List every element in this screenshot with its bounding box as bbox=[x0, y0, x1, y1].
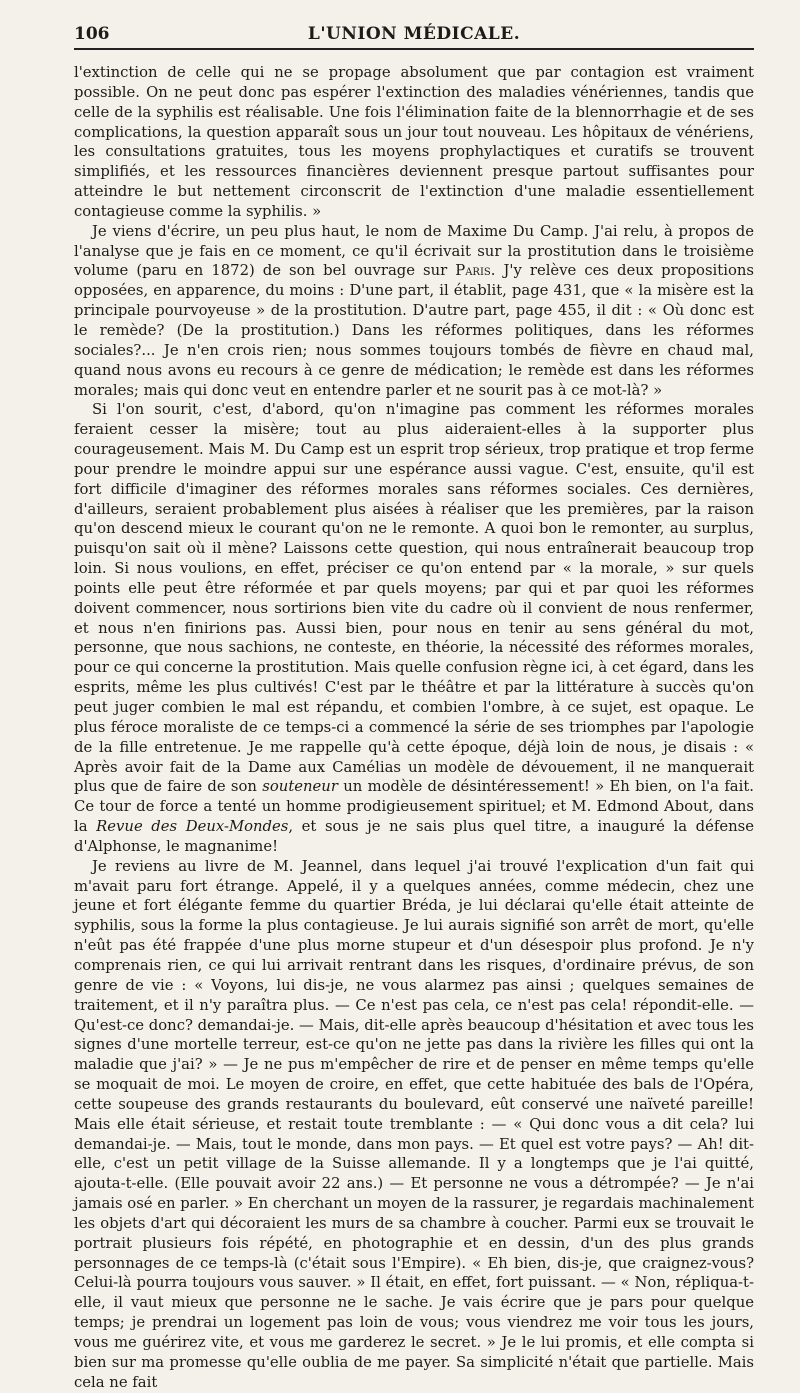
page-header bbox=[74, 20, 754, 50]
running-title: L'UNION MÉDICALE. bbox=[307, 24, 521, 44]
paragraph-4 bbox=[74, 857, 754, 1393]
paragraph-1-text: l'extinction de celle qui ne se propage absolument que par contagion est vraiment possible. On ne peut donc pas espérer l'extinction des maladies vénériennes, tandis que celle de la syphilis est réalisable. Une fois l'élimination faite de la blennorrhagie et de ses complications, la question apparaît sous un jour tout nouveau. Les hôpitaux de vénériens, les consultations gratuites, tous les moyens prophylactiques et curatifs se trouvent simplifiés, et les ressources financières deviennent presque partout suffisantes pour atteindre le but nettement circonscrit de l'extinction d'une maladie essentiellement contagieuse comme la syphilis. » bbox=[74, 64, 754, 220]
body-text bbox=[74, 63, 754, 1391]
paragraph-3 bbox=[74, 400, 754, 856]
italic-souteneur: souteneur bbox=[262, 778, 338, 796]
journal-title: Revue des Deux-Mondes bbox=[96, 818, 289, 836]
page-number: 106 bbox=[74, 24, 110, 44]
work-title-paris: Paris bbox=[455, 262, 491, 280]
paragraph-1 bbox=[74, 63, 754, 222]
paragraph-4-text: Je reviens au livre de M. Jeannel, dans lequel j'ai trouvé l'explication d'un fait qui m'avait paru fort étrange. Appelé, il y a quelques années, comme médecin, chez une jeune et fort élégante femme du quartier Bréda, je lui déclarai qu'elle était atteinte de syphilis, sous la forme la plus contagieuse. Je lui aurais signifié son arrêt de mort, qu'elle n'eût pas été frappée d'une plus morne stupeur et d'un désespoir plus profond. Je n'y comprenais rien, ce qui lui arrivait rentrant dans les risques, d'ordinaire prévus, de son genre de vie : « Voyons, lui dis-je, ne vous alarmez pas ainsi ; quelques semaines de traitement, et il n'y paraîtra plus. — Ce n'est pas cela, ce n'est pas cela! répondit-elle. — Qu'est-ce donc? demandai-je. — Mais, dit-elle après beaucoup d'hésitation et avec tous les signes d'une mortelle terreur, est-ce qu'on ne jette pas dans la rivière les filles qui ont la maladie que j'ai? » — Je ne pus m'empêcher de rire et de penser en même temps qu'elle se moquait de moi. Le moyen de croire, en effet, que cette habituée des bals de l'Opéra, cette soupeuse des grands restaurants du boulevard, eût conservé une naïveté pareille! Mais elle était sérieuse, et restait toute tremblante : — « Qui donc vous a dit cela? lui demandai-je. — Mais, tout le monde, dans mon pays. — Et quel est votre pays? — Ah! dit-elle, c'est un petit village de la Suisse allemande. Il y a longtemps que je l'ai quitté, ajouta-t-elle. (Elle pouvait avoir 22 ans.) — Et personne ne vous a détrompée? — Je n'ai jamais osé en parler. » En cherchant un moyen de la rassurer, je regardais machinalement les objets d'art qui décoraient les murs de sa chambre à coucher. Parmi eux se trouvait le portrait plusieurs fois répété, en photographie et en dessin, d'un des plus grands personnages de ce temps-là (c'était sous l'Empire). « Eh bien, dis-je, que craignez-vous? Celui-là pourra toujours vous sauver. » Il était, en effet, fort puissant. — « Non, répliqua-t-elle, il vaut mieux que personne ne le sache. Je vais écrire que je pars pour quelque temps; je prendrai un logement pas loin de vous; vous viendrez me voir tous les jours, vous me guérirez vite, et vous me garderez le secret. » Je le lui promis, et elle compta si bien sur ma promesse qu'elle oublia de me payer. Sa simplicité n'était que partielle. Mais cela ne fait bbox=[74, 857, 754, 1391]
paragraph-2-text-a: Je viens d'écrire, un peu plus haut, le nom de Maxime Du Camp. J'ai relu, à propos de l'analyse que je fais en ce moment, ce qu'il écrivait sur la prostitution dans le troisième volume (paru en 1872) de son bel ouvrage sur bbox=[74, 222, 754, 280]
paragraph-2-text-b: . J'y relève ces deux propositions opposées, en apparence, du moins : D'une part, il établit, page 431, que « la misère est la principale pourvoyeuse » de la prostitution. D'autre part, page 455, il dit : « Où donc est le remède? (De la prostitution.) Dans les réformes politiques, dans les réformes sociales?... Je n'en crois rien; nous sommes toujours tombés de fièvre en chaud mal, quand nous avons eu recours à ce genre de médication; le remède est dans les réformes morales; mais qui donc veut en entendre parler et ne sourit pas à ce mot-là? » bbox=[74, 262, 754, 399]
paragraph-2 bbox=[74, 222, 754, 401]
paragraph-3-text-b: un modèle de désintéressement! » Eh bien, on l'a fait. Ce tour de force a tenté un homme prodigieusement spirituel; et M. Edmond About, dans la bbox=[74, 778, 754, 836]
paragraph-3-text-a: Si l'on sourit, c'est, d'abord, qu'on n'imagine pas comment les réformes morales feraient cesser la misère; tout au plus aideraient-elles à la supporter plus courageusement. Mais M. Du Camp est un esprit trop sérieux, trop pratique et trop ferme pour prendre le moindre appui sur une espérance aussi vague. C'est, ensuite, qu'il est fort difficile d'imaginer des réformes morales sans réformes sociales. Ces dernières, d'ailleurs, seraient probablement plus aisées à réaliser que les premières, par la raison qu'on descend mieux le courant qu'on ne le remonte. A quoi bon le remonter, au surplus, puisqu'on sait où il mène? Laissons cette question, qui nous entraînerait beaucoup trop loin. Si nous voulions, en effet, préciser ce qu'on entend par « la morale, » sur quels points elle peut être réformée et par quels moyens; par qui et par quoi les réformes doivent commencer, nous sortirions bien vite du cadre où il convient de nous renfermer, et nous n'en finirions pas. Aussi bien, pour nous en tenir au sens général du mot, personne, que nous sachions, ne conteste, en théorie, la nécessité des réformes morales, pour ce qui concerne la prostitution. Mais quelle confusion règne ici, à cet égard, dans les esprits, même les plus cultivés! C'est par le théâtre et par la littérature à succès qu'on peut juger combien le mal est répandu, et combien l'ombre, à ce sujet, est opaque. Le plus féroce moraliste de ce temps-ci a commencé la série de ses triomphes par l'apologie de la fille entretenue. Je me rappelle qu'à cette époque, déjà loin de nous, je disais : « Après avoir fait de la Dame aux Camélias un modèle de dévouement, il ne manquerait plus que de faire de son bbox=[74, 401, 754, 796]
paragraph-3-text-c: , et sous je ne sais plus quel titre, a inauguré la défense d'Alphonse, le magnanime! bbox=[74, 818, 754, 855]
